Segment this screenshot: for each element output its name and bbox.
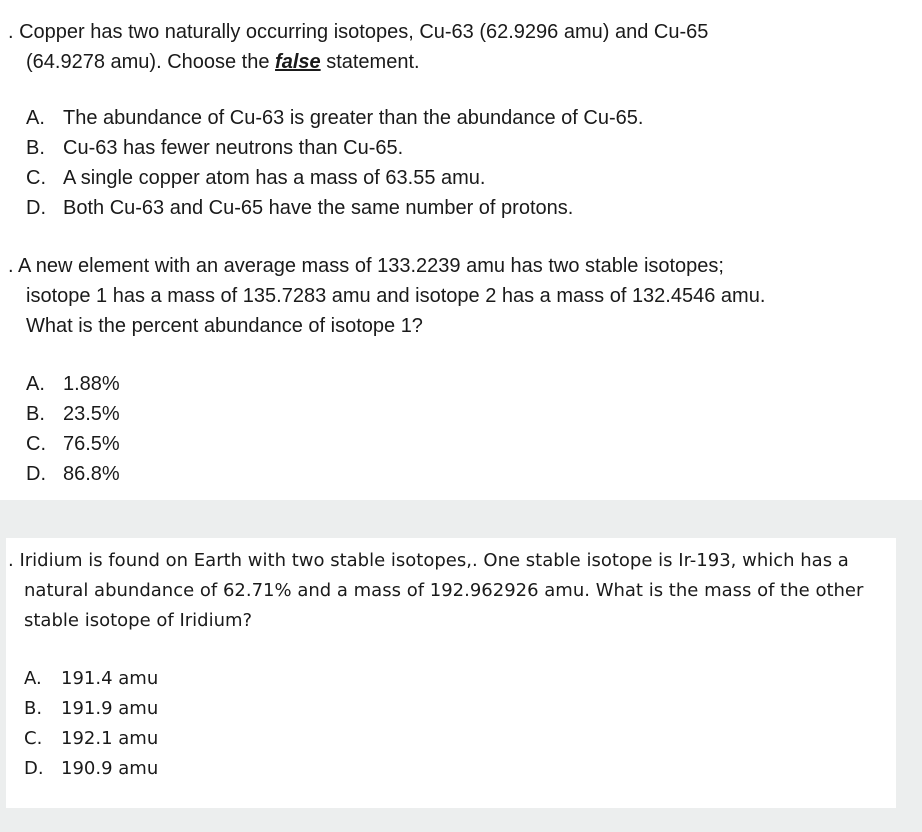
option-letter: B.	[26, 403, 45, 425]
option-text: 192.1 amu	[61, 728, 159, 749]
option-text: 191.4 amu	[61, 668, 159, 689]
question-1-stem-suffix: statement.	[320, 51, 420, 73]
question-3-option-a	[24, 664, 158, 694]
question-1-stem-prefix: (64.9278 amu). Choose the	[26, 51, 276, 73]
option-text: Both Cu-63 and Cu-65 have the same number of protons.	[63, 197, 574, 219]
question-1-option-c	[26, 163, 485, 193]
question-1-stem-line-1: . Copper has two naturally occurring isotopes, Cu-63 (62.9296 amu) and Cu-65	[8, 21, 709, 43]
question-1-option-a	[26, 103, 643, 133]
question-2-panel	[0, 236, 922, 500]
option-letter: C.	[26, 433, 46, 455]
question-1-stem-line-2	[26, 47, 420, 77]
option-letter: A.	[26, 373, 45, 395]
question-2-option-d	[26, 459, 120, 489]
question-2-stem-line-2: isotope 1 has a mass of 135.7283 amu and isotope 2 has a mass of 132.4546 amu.	[26, 285, 766, 307]
question-3-option-d	[24, 754, 158, 784]
option-letter: C.	[24, 728, 43, 749]
option-text: 23.5%	[63, 403, 120, 425]
option-text: 191.9 amu	[61, 698, 159, 719]
option-text: 86.8%	[63, 463, 120, 485]
option-text: 76.5%	[63, 433, 120, 455]
question-3-option-c	[24, 724, 158, 754]
option-letter: B.	[26, 137, 45, 159]
question-2-option-c	[26, 429, 120, 459]
false-keyword: false	[275, 51, 321, 73]
question-2-option-a	[26, 369, 120, 399]
option-letter: A.	[24, 668, 42, 689]
question-1-panel	[0, 0, 922, 236]
question-3-option-b	[24, 694, 158, 724]
option-letter: C.	[26, 167, 46, 189]
question-2-stem-line-1: . A new element with an average mass of 133.2239 amu has two stable isotopes;	[8, 255, 724, 277]
option-letter: A.	[26, 107, 45, 129]
option-text: Cu-63 has fewer neutrons than Cu-65.	[63, 137, 404, 159]
question-3-stem-line-2: natural abundance of 62.71% and a mass of 192.962926 amu. What is the mass of the other	[24, 580, 864, 601]
question-3-panel	[6, 538, 896, 808]
question-3-stem-line-1: . Iridium is found on Earth with two stable isotopes,. One stable isotope is Ir-193, which has a	[8, 550, 849, 571]
option-letter: D.	[26, 197, 46, 219]
option-letter: D.	[24, 758, 44, 779]
option-text: A single copper atom has a mass of 63.55 amu.	[63, 167, 486, 189]
question-2-option-b	[26, 399, 120, 429]
option-text: 190.9 amu	[61, 758, 159, 779]
option-text: The abundance of Cu-63 is greater than the abundance of Cu-65.	[63, 107, 644, 129]
option-letter: B.	[24, 698, 43, 719]
question-1-option-b	[26, 133, 403, 163]
option-text: 1.88%	[63, 373, 120, 395]
question-2-stem-line-3: What is the percent abundance of isotope 1?	[26, 315, 423, 337]
question-1-option-d	[26, 193, 573, 223]
question-3-stem-line-3: stable isotope of Iridium?	[24, 610, 253, 631]
option-letter: D.	[26, 463, 46, 485]
